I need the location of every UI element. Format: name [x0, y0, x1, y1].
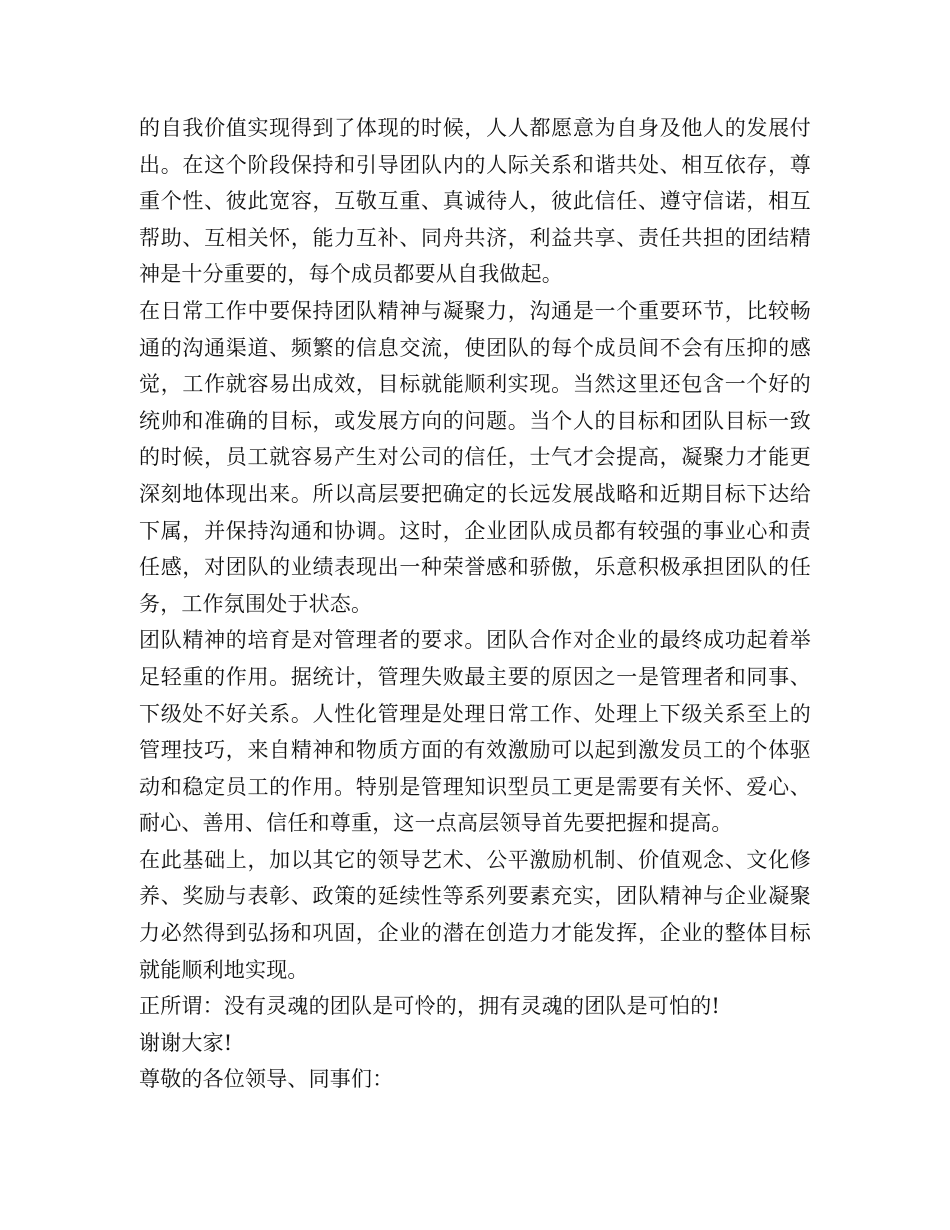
- paragraph-self-value: 的自我价值实现得到了体现的时候，人人都愿意为自身及他人的发展付出。在这个阶段保持和引导团队内的人际关系和谐共处、相互依存，尊重个性、彼此宽容，互敬互重、真诚待人，彼此信任、遵守信诺，相互帮助、互相关怀，能力互补、同舟共济，利益共享、责任共担的团结精神是十分重要的，每个成员都要从自我做起。: [139, 116, 811, 287]
- paragraph-management: 团队精神的培育是对管理者的要求。团队合作对企业的最终成功起着举足轻重的作用。据统计，管理失败最主要的原因之一是管理者和同事、下级处不好关系。人性化管理是处理日常工作、处理上下级关系至上的管理技巧，来自精神和物质方面的有效激励可以起到激发员工的个体驱动和稳定员工的作用。特别是管理知识型员工更是需要有关怀、爱心、耐心、善用、信任和尊重，这一点高层领导首先要把握和提高。: [139, 628, 811, 836]
- paragraph-thanks: 谢谢大家!: [139, 1030, 233, 1055]
- paragraph-salutation: 尊敬的各位领导、同事们：: [139, 1067, 394, 1092]
- document-body: [139, 110, 811, 1098]
- paragraph-communication: 在日常工作中要保持团队精神与凝聚力，沟通是一个重要环节，比较畅通的沟通渠道、频繁的信息交流，使团队的每个成员间不会有压抑的感觉，工作就容易出成效，目标就能顺利实现。当然这里还包含一个好的统帅和准确的目标，或发展方向的问题。当个人的目标和团队目标一致的时候，员工就容易产生对公司的信任，士气才会提高，凝聚力才能更深刻地体现出来。所以高层要把确定的长远发展战略和近期目标下达给下属，并保持沟通和协调。这时，企业团队成员都有较强的事业心和责任感，对团队的业绩表现出一种荣誉感和骄傲，乐意积极承担团队的任务，工作氛围处于状态。: [139, 298, 811, 616]
- paragraph-foundation: 在此基础上，加以其它的领导艺术、公平激励机制、价值观念、文化修养、奖励与表彰、政策的延续性等系列要素充实，团队精神与企业凝聚力必然得到弘扬和巩固，企业的潜在创造力才能发挥，企业的整体目标就能顺利地实现。: [139, 847, 811, 982]
- paragraph-saying: 正所谓：没有灵魂的团队是可怜的，拥有灵魂的团队是可怕的!: [139, 994, 721, 1019]
